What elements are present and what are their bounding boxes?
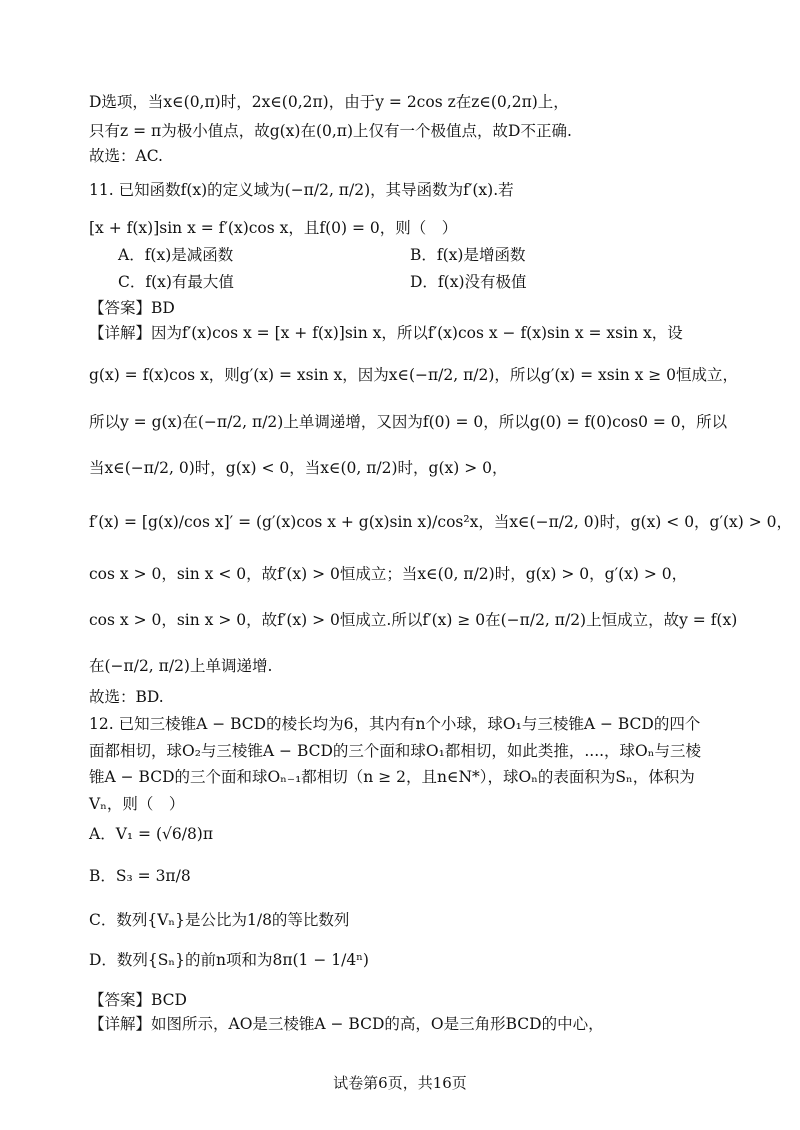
- q12-option-d: D．数列{Sₙ}的前n项和为8π(1 − 1/4ⁿ): [89, 951, 369, 969]
- q11-option-c: C．f(x)有最大值: [118, 273, 234, 291]
- explanation-line: f′(x) = [g(x)/cos x]′ = (g′(x)cos x + g(x)sin x)/cos²x，当x∈(−π/2, 0)时，g(x) < 0，g′(x) > 0，: [89, 513, 793, 531]
- explanation-line: cos x > 0，sin x > 0，故f′(x) > 0恒成立.所以f′(x) ≥ 0在(−π/2, π/2)上恒成立，故y = f(x): [89, 611, 738, 629]
- q11-option-b: B．f(x)是增函数: [410, 246, 526, 264]
- text-line: 只有z = π为极小值点，故g(x)在(0,π)上仅有一个极值点，故D不正确.: [89, 122, 572, 140]
- q12-option-c: C．数列{Vₙ}是公比为1/8的等比数列: [89, 911, 350, 929]
- explanation-line: cos x > 0，sin x < 0，故f′(x) > 0恒成立；当x∈(0, π/2)时，g(x) > 0，g′(x) > 0，: [89, 565, 688, 583]
- explanation-line: 【详解】因为f′(x)cos x = [x + f(x)]sin x，所以f′(x)cos x − f(x)sin x = xsin x，设: [89, 324, 683, 342]
- text-line: 故选：AC.: [89, 147, 163, 165]
- explanation-line: g(x) = f(x)cos x，则g′(x) = xsin x，因为x∈(−π/2, π/2)，所以g′(x) = xsin x ≥ 0恒成立，: [89, 366, 739, 384]
- answer-label: 【答案】BD: [89, 299, 175, 317]
- answer-label: 【答案】BCD: [89, 991, 187, 1009]
- explanation-line: 当x∈(−π/2, 0)时，g(x) < 0，当x∈(0, π/2)时，g(x) > 0，: [89, 459, 508, 477]
- explanation-line: 所以y = g(x)在(−π/2, π/2)上单调递增，又因为f(0) = 0，所以g(0) = f(0)cos0 = 0，所以: [89, 413, 728, 431]
- q11-option-d: D．f(x)没有极值: [410, 273, 527, 291]
- question-12-stem: 12. 已知三棱锥A − BCD的棱长均为6，其内有n个小球，球O₁与三棱锥A − BCD的四个: [89, 715, 701, 733]
- question-11-stem: 11. 已知函数f(x)的定义域为(−π/2, π/2)，其导函数为f′(x).若: [89, 181, 514, 199]
- text-line: 面都相切，球O₂与三棱锥A − BCD的三个面和球O₁都相切，如此类推，....，球Oₙ与三棱: [89, 742, 701, 760]
- text-line: 锥A − BCD的三个面和球Oₙ₋₁都相切（n ≥ 2，且n∈N*），球Oₙ的表面积为Sₙ，体积为: [89, 768, 695, 786]
- explanation-line: 在(−π/2, π/2)上单调递增.: [89, 657, 273, 675]
- explanation-line: 【详解】如图所示，AO是三棱锥A − BCD的高，O是三角形BCD的中心，: [89, 1015, 604, 1033]
- text-line: [x + f(x)]sin x = f′(x)cos x，且f(0) = 0，则（ ）: [89, 219, 458, 237]
- text-line: D选项，当x∈(0,π)时，2x∈(0,2π)，由于y = 2cos z在z∈(0,2π)上，: [89, 93, 569, 111]
- q12-option-b: B．S₃ = 3π/8: [89, 867, 191, 885]
- text-line: 故选：BD.: [89, 688, 164, 706]
- q12-option-a: A．V₁ = (√6/8)π: [89, 825, 214, 843]
- page-footer: 试卷第6页，共16页: [333, 1074, 467, 1092]
- text-line: Vₙ，则（ ）: [89, 795, 185, 813]
- q11-option-a: A．f(x)是减函数: [118, 246, 234, 264]
